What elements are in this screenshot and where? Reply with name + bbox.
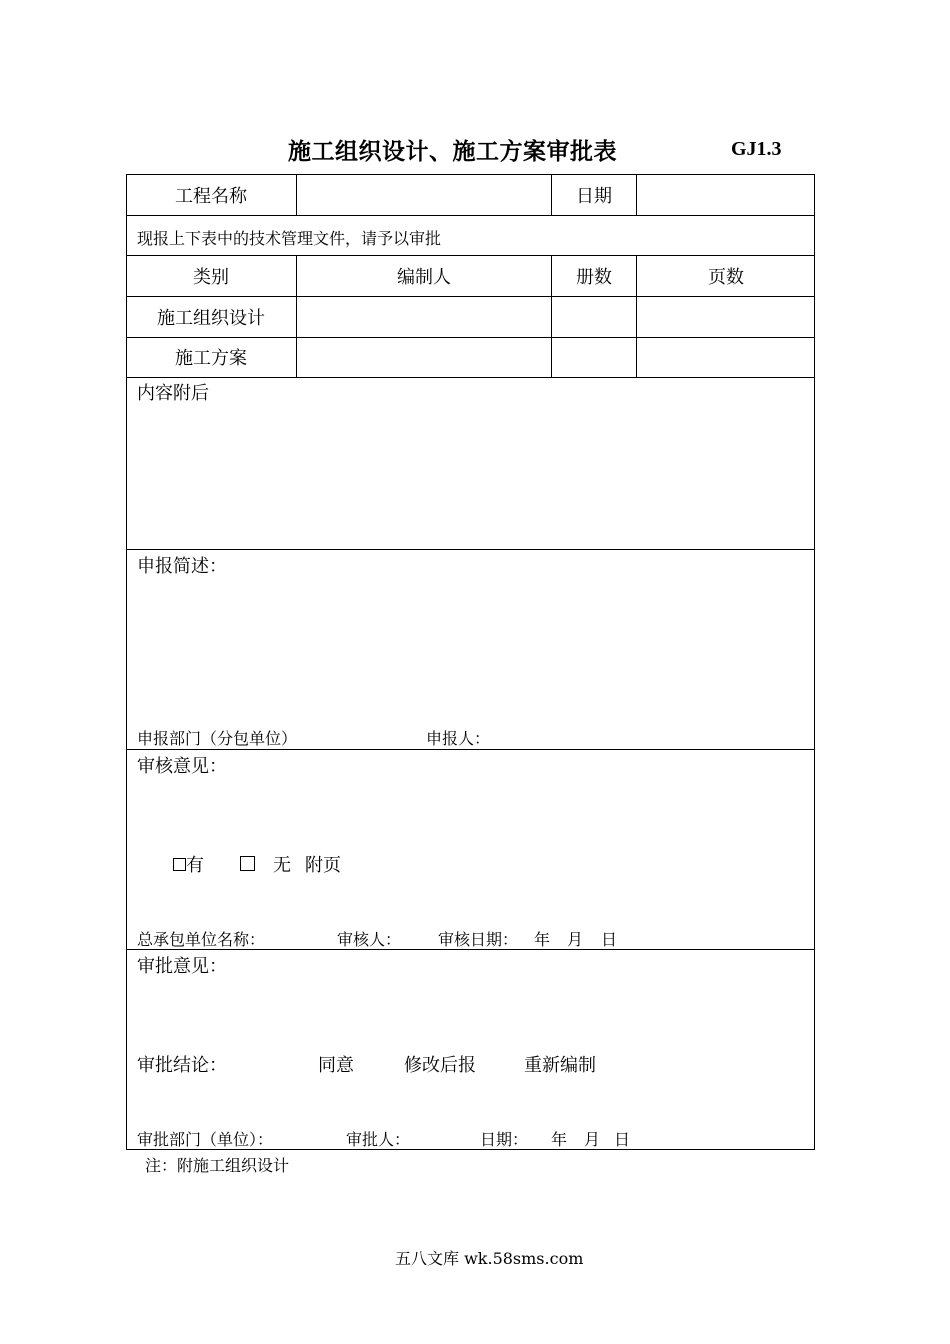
review-day: 日: [601, 930, 618, 949]
attachment-option-no[interactable]: [240, 851, 341, 877]
checkbox-icon[interactable]: [240, 856, 255, 871]
date-label: 日期: [576, 185, 612, 207]
review-month: 月: [567, 930, 584, 949]
option-modify[interactable]: 修改后报: [404, 1055, 476, 1076]
checkbox-icon[interactable]: [173, 858, 186, 871]
intro-text: 现报上下表中的技术管理文件，请予以审批: [137, 229, 442, 248]
table-row-author[interactable]: [297, 337, 551, 377]
form-code: GJ1.3: [731, 138, 782, 160]
option-agree[interactable]: 同意: [318, 1055, 354, 1076]
declarant-label: 申报人：: [426, 729, 491, 748]
project-name-field[interactable]: [297, 174, 551, 215]
approval-year: 年: [551, 1130, 568, 1149]
approval-day: 日: [614, 1130, 631, 1149]
approval-date-label: 日期：: [480, 1130, 529, 1149]
reviewer-label: 审核人：: [337, 930, 402, 949]
table-row-author[interactable]: [297, 296, 551, 337]
row-divider: [126, 377, 815, 378]
review-year: 年: [534, 930, 551, 949]
option-yes-label: 有: [186, 855, 204, 876]
review-label: 审核意见：: [137, 756, 227, 777]
note-text: 注：附施工组织设计: [145, 1156, 290, 1175]
review-date-label: 审核日期：: [438, 930, 519, 949]
footer-watermark: 五八文库 wk.58sms.com: [395, 1249, 584, 1268]
date-field[interactable]: [637, 174, 815, 215]
declaration-dept-label: 申报部门（分包单位）: [137, 729, 298, 748]
table-row-category: 施工方案: [175, 348, 247, 369]
attachment-option-yes[interactable]: [173, 851, 204, 877]
table-row-volumes[interactable]: [552, 296, 636, 337]
declaration-label: 申报简述：: [137, 556, 227, 577]
project-name-label: 工程名称: [175, 185, 247, 207]
approval-dept-label: 审批部门（单位）：: [137, 1130, 274, 1149]
attachment-label: 附页: [305, 855, 341, 876]
approval-label: 审批意见：: [137, 956, 227, 977]
approval-month: 月: [584, 1130, 601, 1149]
conclusion-label: 审批结论：: [137, 1055, 227, 1076]
table-row-pages[interactable]: [637, 296, 815, 337]
column-header-pages: 页数: [708, 266, 744, 288]
row-divider: [126, 749, 815, 750]
content-attached-label: 内容附后: [137, 383, 209, 404]
option-no-label: 无: [273, 855, 291, 876]
approver-label: 审批人：: [346, 1130, 411, 1149]
column-header-volumes: 册数: [576, 266, 612, 288]
option-redo[interactable]: 重新编制: [524, 1055, 596, 1076]
table-row-pages[interactable]: [637, 337, 815, 377]
contractor-label: 总承包单位名称：: [137, 930, 266, 949]
form-title: 施工组织设计、施工方案审批表: [288, 139, 617, 165]
table-row-category: 施工组织设计: [157, 307, 265, 329]
row-divider: [126, 215, 815, 216]
column-header-category: 类别: [193, 266, 229, 288]
row-divider: [126, 549, 815, 550]
table-row-volumes[interactable]: [552, 337, 636, 377]
column-header-author: 编制人: [397, 266, 451, 288]
